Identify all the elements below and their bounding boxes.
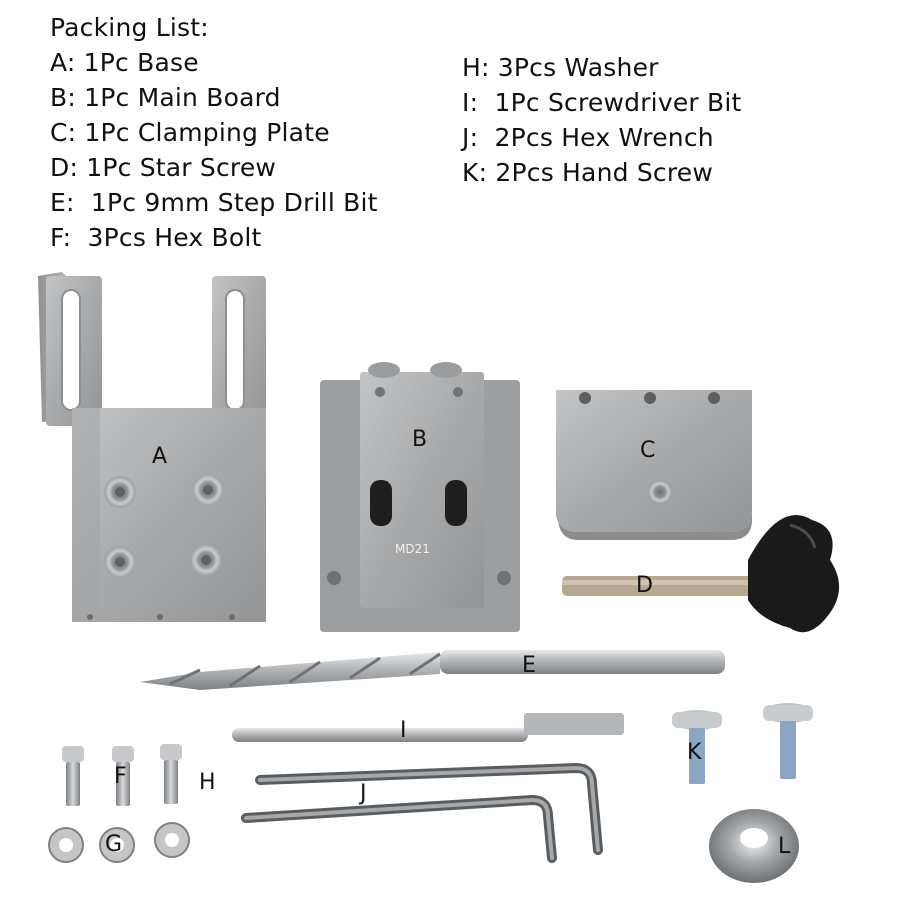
packing-item-c: C: 1Pc Clamping Plate bbox=[50, 118, 330, 147]
packing-item-d: D: 1Pc Star Screw bbox=[50, 153, 277, 182]
packing-item-a: A: 1Pc Base bbox=[50, 48, 199, 77]
board-mark: MD21 bbox=[395, 542, 430, 556]
packing-item-e: E: 1Pc 9mm Step Drill Bit bbox=[50, 188, 378, 217]
packing-item-h: H: 3Pcs Washer bbox=[462, 53, 659, 82]
label-c: C bbox=[640, 438, 656, 463]
main-board-part-b bbox=[320, 362, 520, 632]
label-a: A bbox=[152, 444, 168, 469]
packing-list-title: Packing List: bbox=[50, 13, 209, 42]
step-drill-bit-part-e bbox=[140, 650, 725, 690]
label-e: E bbox=[522, 653, 536, 678]
screwdriver-bit-part-i bbox=[232, 713, 624, 742]
label-k: K bbox=[687, 740, 702, 765]
label-f: F bbox=[114, 764, 127, 789]
label-g: G bbox=[105, 832, 123, 857]
label-l: L bbox=[778, 834, 791, 859]
packing-item-k: K: 2Pcs Hand Screw bbox=[462, 158, 714, 187]
clamping-plate-part-c bbox=[556, 390, 752, 540]
label-h: H bbox=[199, 770, 216, 795]
label-i: I bbox=[400, 718, 407, 743]
packing-item-b: B: 1Pc Main Board bbox=[50, 83, 281, 112]
label-b: B bbox=[412, 427, 428, 452]
hex-wrenches-part-j bbox=[246, 768, 598, 858]
packing-item-j: J: 2Pcs Hex Wrench bbox=[462, 123, 714, 152]
packing-item-f: F: 3Pcs Hex Bolt bbox=[50, 223, 262, 252]
label-d: D bbox=[636, 573, 653, 598]
label-j: J bbox=[360, 781, 367, 806]
packing-item-i: I: 1Pc Screwdriver Bit bbox=[462, 88, 742, 117]
